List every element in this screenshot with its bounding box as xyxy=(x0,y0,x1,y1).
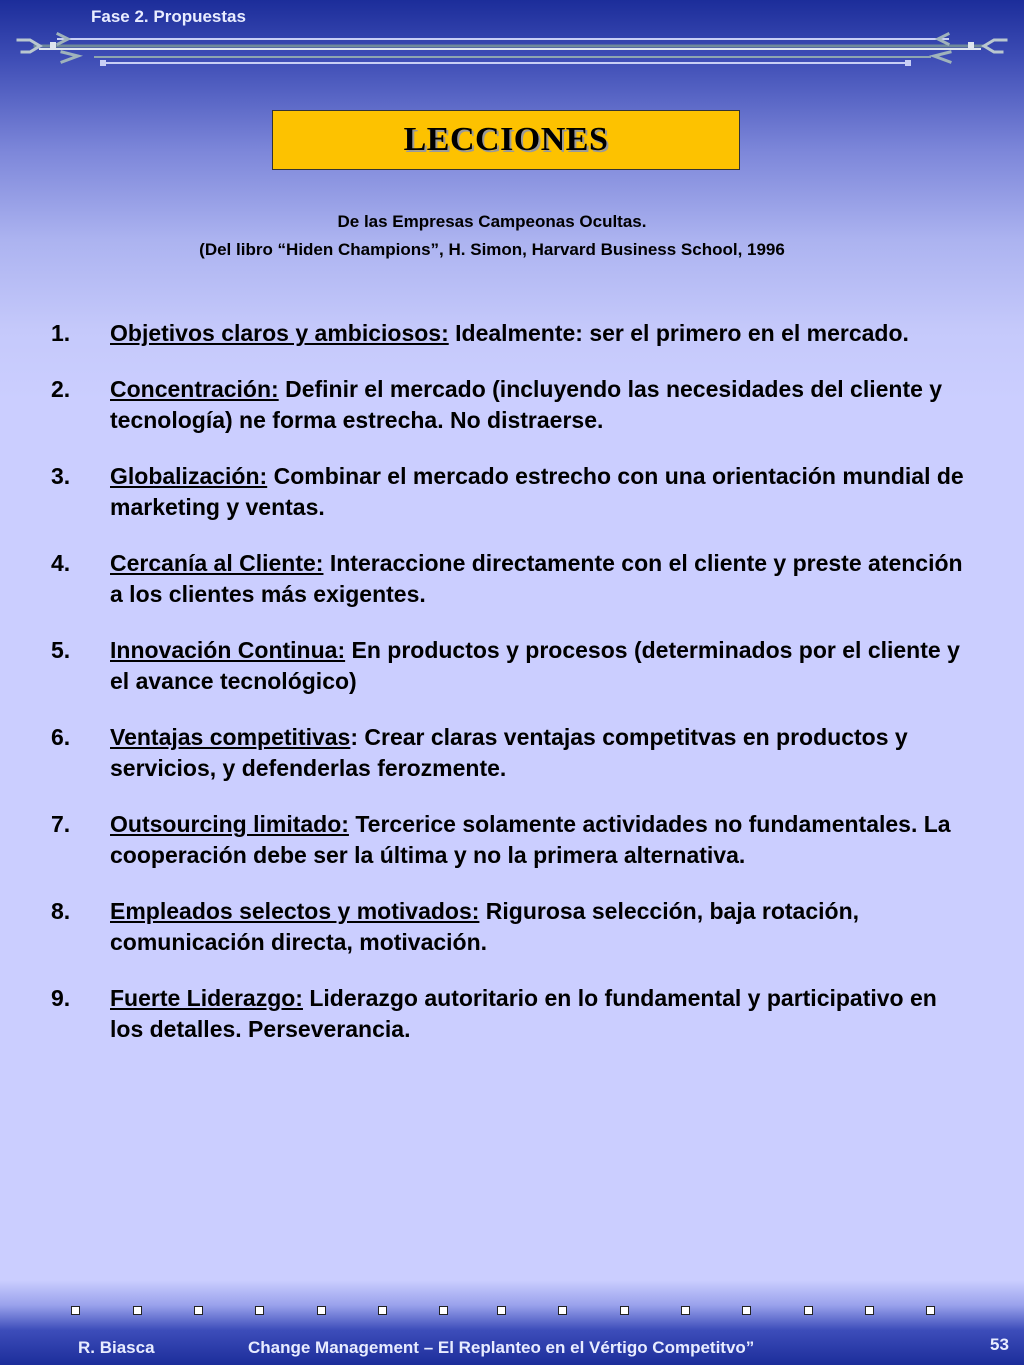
lesson-number: 7. xyxy=(51,811,71,837)
footer-author: R. Biasca xyxy=(78,1338,155,1357)
lesson-text: Rigurosa selección, baja rotación, comunicación directa, motivación. xyxy=(110,898,860,955)
square-bullet-icon xyxy=(742,1306,751,1315)
square-bullet-icon xyxy=(317,1306,326,1315)
lesson-heading: Outsourcing limitado: xyxy=(110,811,349,837)
lesson-number: 3. xyxy=(51,463,71,489)
lesson-item xyxy=(0,548,1024,610)
section-label: Fase 2. Propuestas xyxy=(91,7,246,26)
subtitle-line-2: (Del libro “Hiden Champions”, H. Simon, Harvard Business School, 1996 xyxy=(199,240,785,259)
square-bullet-icon xyxy=(681,1306,690,1315)
lesson-text: Combinar el mercado estrecho con una orientación mundial de marketing y ventas. xyxy=(110,463,964,520)
lessons-list xyxy=(0,318,1024,1070)
lesson-item xyxy=(0,809,1024,871)
square-bullet-icon xyxy=(194,1306,203,1315)
lesson-item xyxy=(0,635,1024,697)
square-bullet-icon xyxy=(497,1306,506,1315)
lesson-number: 6. xyxy=(51,724,71,750)
square-bullet-icon xyxy=(133,1306,142,1315)
lesson-number: 8. xyxy=(51,898,71,924)
lesson-text: Idealmente: ser el primero en el mercado. xyxy=(448,320,909,346)
lesson-number: 5. xyxy=(51,637,71,663)
lesson-item xyxy=(0,318,1024,349)
square-bullet-icon xyxy=(255,1306,264,1315)
lesson-number: 2. xyxy=(51,376,71,402)
lesson-heading: Empleados selectos y motivados: xyxy=(110,898,480,924)
square-bullet-icon xyxy=(378,1306,387,1315)
lesson-item xyxy=(0,374,1024,436)
lesson-heading: Ventajas competitivas xyxy=(110,724,351,750)
lesson-text: Tercerice solamente actividades no fundamentales. La cooperación debe ser la última y no la primera alternativa. xyxy=(110,811,951,868)
lesson-number: 9. xyxy=(51,985,71,1011)
lesson-number: 4. xyxy=(51,550,71,576)
lesson-text: Liderazgo autoritario en lo fundamental y participativo en los detalles. Perseverancia. xyxy=(110,985,937,1042)
lesson-heading: Objetivos claros y ambiciosos: xyxy=(110,320,449,346)
lesson-heading: Globalización: xyxy=(110,463,268,489)
page-number: 53 xyxy=(990,1335,1009,1354)
lesson-text: : Crear claras ventajas competitvas en productos y servicios, y defenderlas ferozmente. xyxy=(110,724,908,781)
square-bullet-icon xyxy=(865,1306,874,1315)
square-bullet-icon xyxy=(620,1306,629,1315)
decorative-ornament-border xyxy=(0,30,1024,70)
lesson-heading: Innovación Continua: xyxy=(110,637,346,663)
footer-course-title: Change Management – El Replanteo en el Vértigo Competitvo” xyxy=(248,1338,755,1357)
page-title: LECCIONES xyxy=(403,121,609,158)
lesson-text: Interaccione directamente con el cliente y preste atención a los clientes más exigentes. xyxy=(110,550,963,607)
lesson-item xyxy=(0,896,1024,958)
square-bullet-icon xyxy=(439,1306,448,1315)
square-bullet-icon xyxy=(71,1306,80,1315)
square-bullet-icon xyxy=(558,1306,567,1315)
lesson-text: En productos y procesos (determinados por el cliente y el avance tecnológico) xyxy=(110,637,960,694)
title-box xyxy=(272,110,740,170)
lesson-text: Definir el mercado (incluyendo las necesidades del cliente y tecnología) ne forma estrecha. No distraerse. xyxy=(110,376,943,433)
lesson-heading: Concentración: xyxy=(110,376,279,402)
lesson-heading: Fuerte Liderazgo: xyxy=(110,985,303,1011)
lesson-item xyxy=(0,461,1024,523)
subtitle-line-1: De las Empresas Campeonas Ocultas. xyxy=(337,212,647,231)
lesson-item xyxy=(0,722,1024,784)
lesson-heading: Cercanía al Cliente: xyxy=(110,550,324,576)
square-bullet-icon xyxy=(926,1306,935,1315)
square-bullet-icon xyxy=(804,1306,813,1315)
lesson-item xyxy=(0,983,1024,1045)
footer-bullet-row xyxy=(0,1306,1024,1322)
lesson-number: 1. xyxy=(51,320,71,346)
